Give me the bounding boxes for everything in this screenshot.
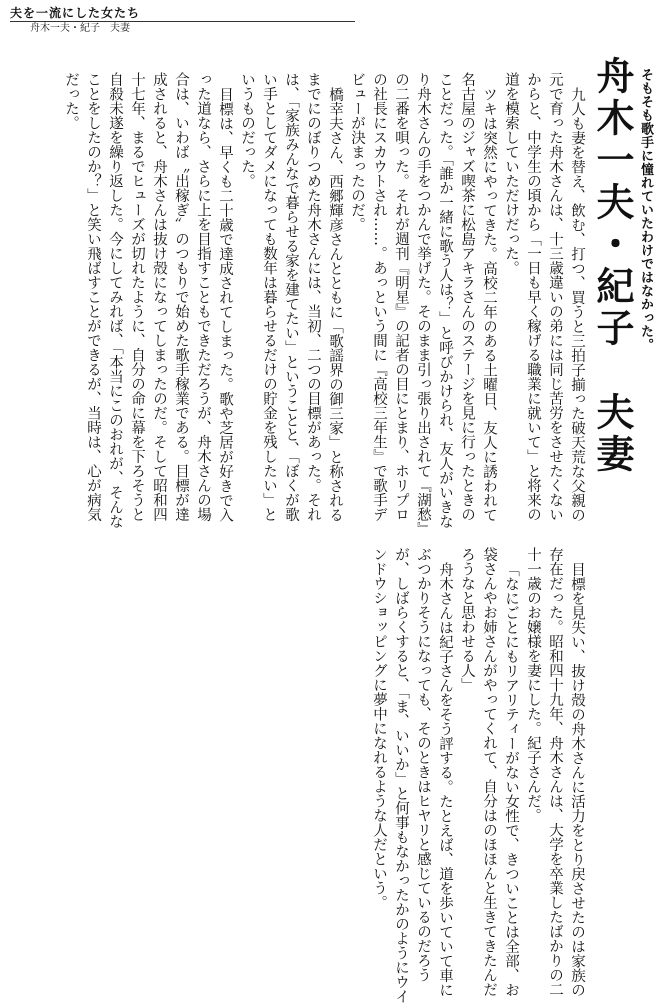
page-header <box>10 6 650 35</box>
header-rule <box>10 21 355 22</box>
paragraph: 目標は、早くも二十歳で達成されてしまった。歌や芝居が好きで入った道なら、さらに上を目指すこともできただろうが、舟木さんの場合は、いわば〝出稼ぎ〟のつもりで始めた歌手稼業である。目標が達成されると、舟木さんは抜け殻になってしまったのだ。そして昭和四十七年、まるでヒューズが切れたように、自分の命に幕を下ろそうと自殺未遂を繰り返した。今にしてみれば、「本当にこのおれが、そんなことをしたのか？」と笑い飛ばすことができるが、当時は、心が病気だった。 <box>63 72 233 529</box>
lead-text: そもそも歌手に憧れていたわけではなかった。 <box>638 68 653 352</box>
article-title: 舟木一夫・紀子 夫妻 <box>590 56 634 476</box>
article-subtitle: 舟木一夫・紀子 夫妻 <box>30 23 130 34</box>
paragraph: 橋幸夫さん、西郷輝彦さんとともに「歌謡界の御三家」と称されるまでにのぼりつめた舟木さんには、当初、二つの目標があった。それは、「家族みんなで暮らせる家を建てたい」ということと、「ぼくが歌い手としてダメになっても数年は暮らせるだけの貯金を残したい」というものだった。 <box>239 72 343 522</box>
paragraph: ツキは突然にやってきた。高校二年のある土曜日、友人に誘われて名古屋のジャズ喫茶に松島アキラさんのステージを見に行ったときのことだった。「誰か一緒に歌う人は？」と呼びかけられ、友人がいきなり舟木さんの手をつかんで挙げた。そのまま引っ張り出されて『湖愁』の二番を唄った。それが週刊『明星』の記者の目にとまり、ホリプロの社長にスカウトされ……。あっという間に『高校三年生』で歌手デビューが決まったのだ。 <box>349 72 497 529</box>
paragraph: 舟木さんは紀子さんをそう評する。たとえば、道を歩いていて車にぶつかりそうになっても、そのときはヒヤリと感じているのだろうが、しばらくすると、「ま、いいか」と何事もなかったかのようにウインドウショッピングに夢中になれるような人だという。 <box>371 547 453 1004</box>
series-title: 夫を一流にした女たち <box>10 6 141 20</box>
article-body <box>8 72 588 1004</box>
paragraph: 九人も妻を替え、飲む、打つ、買うと三拍子揃った破天荒な父親の元で育った舟木さんは、十三歳違いの弟には同じ苦労をさせたくないからと、中学生の頃から「一日も早く稼げる職業に就いて」と将来の道を模索していただけだった。 <box>503 72 585 522</box>
paragraph: 「なにごとにもリアリティーがない女性で、きついことは全部、お袋さんやお姉さんがやってくれて、自分はのほほんと生きてきたんだろうなと思わせる人」 <box>459 547 519 997</box>
paragraph: 目標を見失い、抜け殻の舟木さんに活力をとり戻させたのは家族の存在だった。昭和四十九年、舟木さんは、大学を卒業したばかりの二十一歳のお嬢様を妻にした。紀子さんだ。 <box>525 547 585 997</box>
